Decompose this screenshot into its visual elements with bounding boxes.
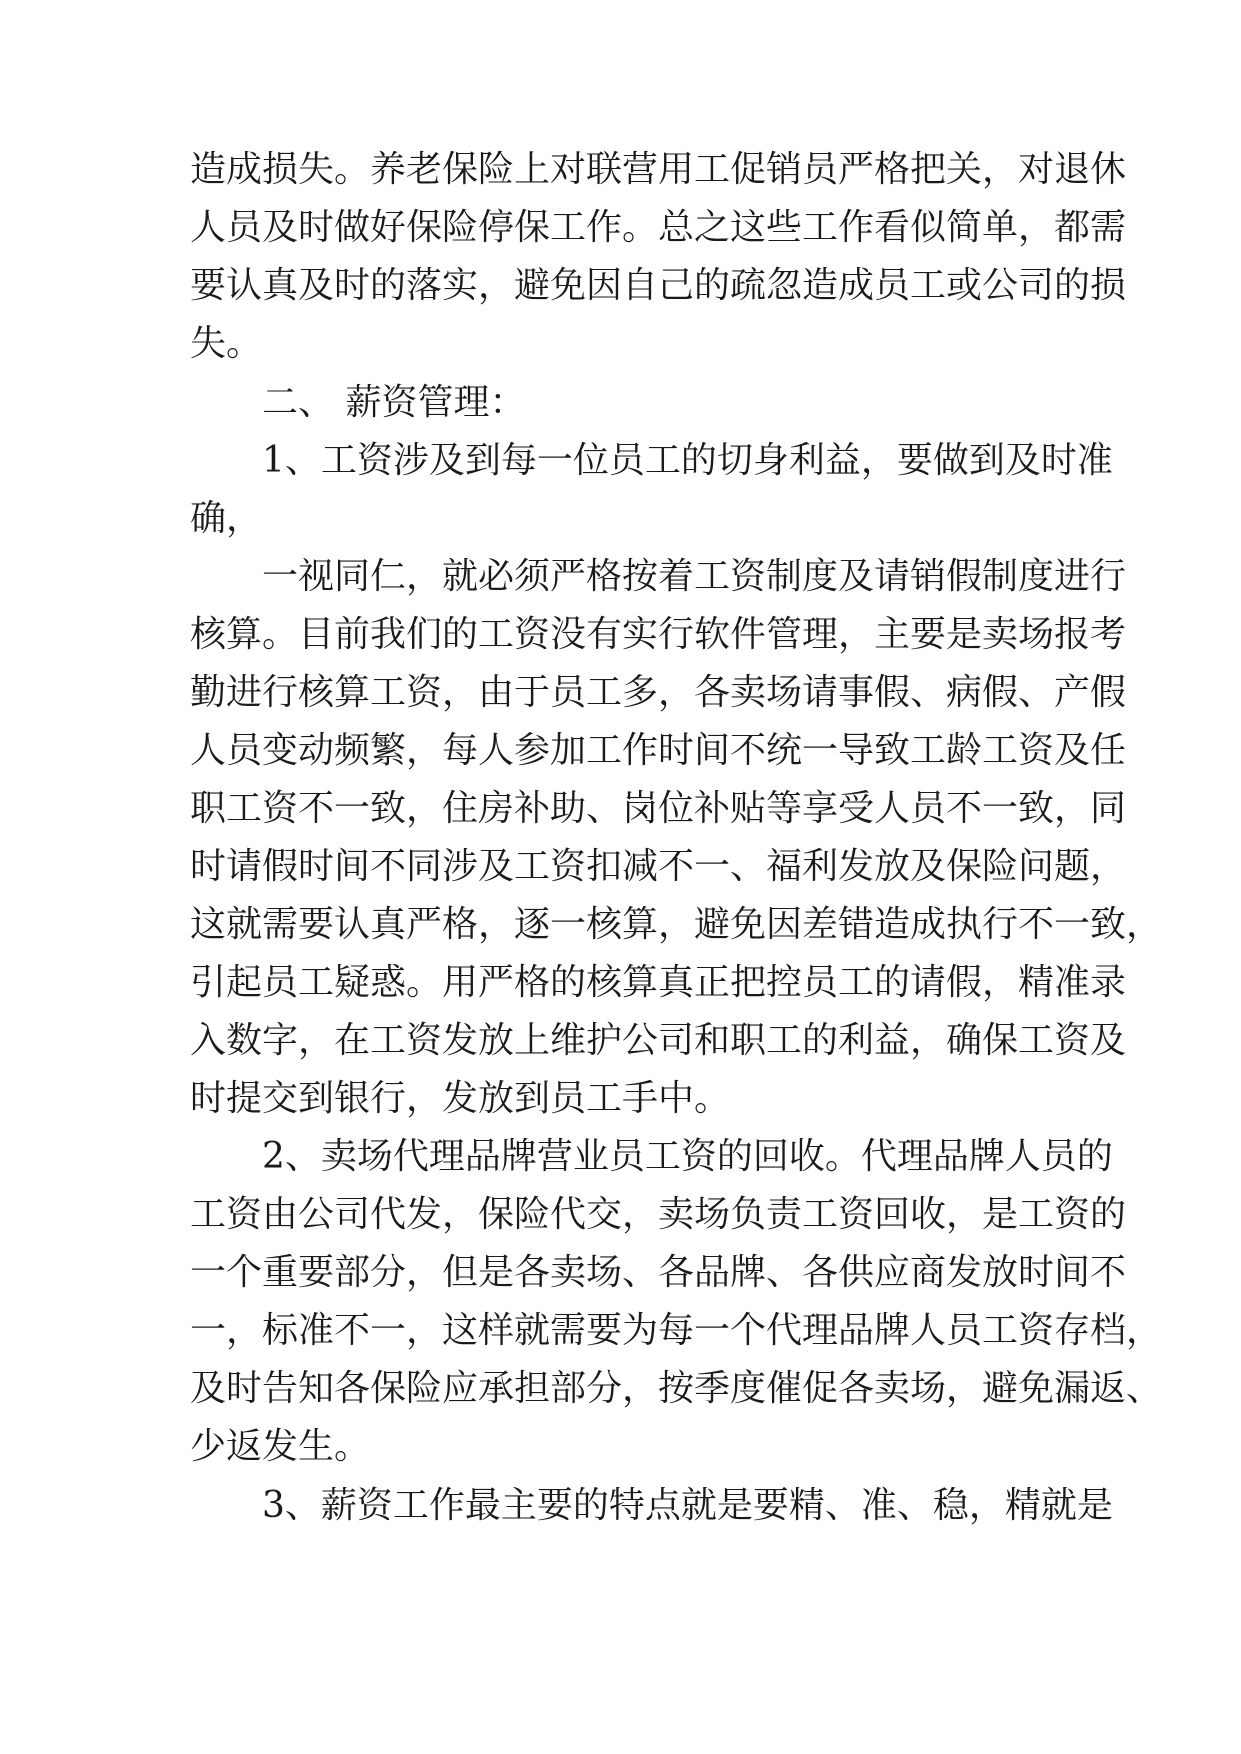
body-text-line: 少返发生。 bbox=[190, 1426, 371, 1467]
body-text-line: 3、薪资工作最主要的特点就是要精、准、稳，精就是 bbox=[262, 1485, 1113, 1526]
body-text-line: 人员及时做好保险停保工作。总之这些工作看似简单，都需 bbox=[190, 207, 1127, 248]
body-text-line: 人员变动频繁，每人参加工作时间不统一导致工龄工资及任 bbox=[190, 730, 1127, 771]
body-text-line: 失。 bbox=[190, 323, 263, 364]
body-text-line: 要认真及时的落实，避免因自己的疏忽造成员工或公司的损 bbox=[190, 265, 1127, 306]
body-text-line: 造成损失。养老保险上对联营用工促销员严格把关，对退休 bbox=[190, 149, 1127, 190]
body-text-line: 1、工资涉及到每一位员工的切身利益，要做到及时准 bbox=[262, 440, 1113, 481]
section-heading: 二、 薪资管理： bbox=[262, 382, 526, 423]
body-text-line: 入数字，在工资发放上维护公司和职工的利益，确保工资及 bbox=[190, 1020, 1127, 1061]
body-text-line: 勤进行核算工资，由于员工多，各卖场请事假、病假、产假 bbox=[190, 672, 1127, 713]
body-text-line: 一视同仁，就必须严格按着工资制度及请销假制度进行 bbox=[262, 556, 1127, 597]
body-text-line: 工资由公司代发，保险代交，卖场负责工资回收，是工资的 bbox=[190, 1194, 1127, 1235]
body-text-line: 核算。目前我们的工资没有实行软件管理，主要是卖场报考 bbox=[190, 614, 1127, 655]
body-text-line: 职工资不一致，住房补助、岗位补贴等享受人员不一致，同 bbox=[190, 788, 1127, 829]
body-text-line: 时请假时间不同涉及工资扣减不一、福利发放及保险问题， bbox=[190, 846, 1127, 887]
body-text-line: 一，标准不一，这样就需要为每一个代理品牌人员工资存档， bbox=[190, 1310, 1163, 1351]
body-text-line: 引起员工疑惑。用严格的核算真正把控员工的请假，精准录 bbox=[190, 962, 1127, 1003]
body-text-line: 及时告知各保险应承担部分，按季度催促各卖场，避免漏返、 bbox=[190, 1368, 1163, 1409]
body-text-line: 一个重要部分，但是各卖场、各品牌、各供应商发放时间不 bbox=[190, 1252, 1127, 1293]
body-text-line: 这就需要认真严格，逐一核算，避免因差错造成执行不一致， bbox=[190, 904, 1163, 945]
body-text-line: 确， bbox=[190, 498, 263, 539]
body-text-line: 时提交到银行，发放到员工手中。 bbox=[190, 1078, 731, 1119]
body-text-line: 2、卖场代理品牌营业员工资的回收。代理品牌人员的 bbox=[262, 1136, 1113, 1177]
